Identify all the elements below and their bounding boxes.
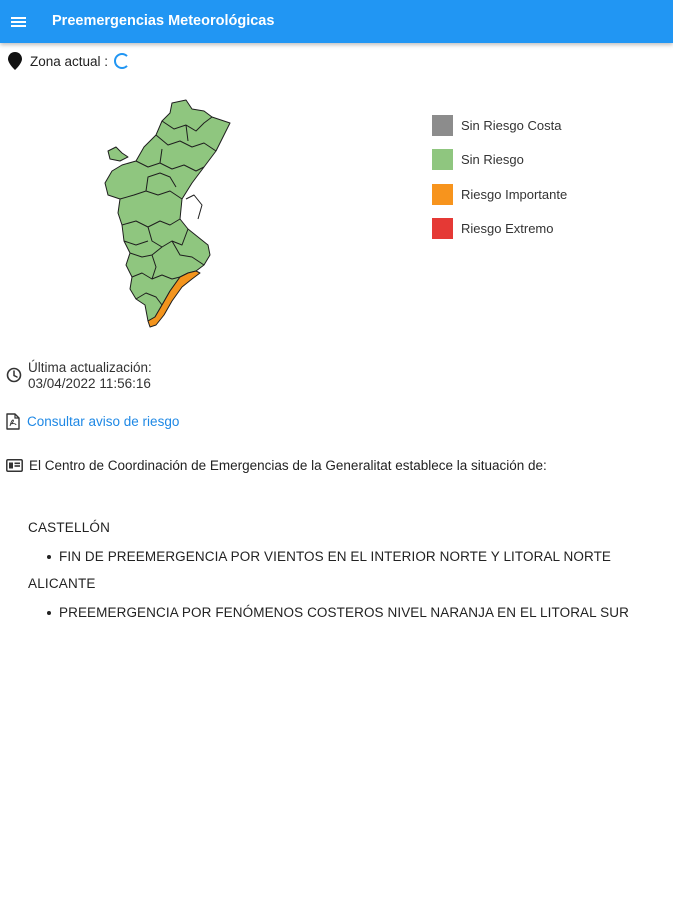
legend-label: Riesgo Importante [461, 186, 568, 202]
region-name-alicante: ALICANTE [28, 576, 96, 591]
intro-text: El Centro de Coordinación de Emergencias de la Generalitat establece la situación de: [29, 458, 547, 473]
legend-label: Sin Riesgo [461, 152, 524, 167]
last-update-label: Última actualización: [28, 360, 152, 375]
intro-row [6, 458, 547, 473]
consult-risk-notice-link[interactable]: Consultar aviso de riesgo [27, 414, 180, 429]
region-map[interactable] [100, 95, 240, 330]
app-bar [0, 0, 673, 43]
risk-notice-row [6, 413, 179, 430]
legend-item-riesgo-importante [432, 183, 567, 205]
last-update-row [6, 360, 152, 392]
legend-swatch [432, 149, 453, 170]
app-title: Preemergencias Meteorológicas [52, 13, 275, 29]
hamburger-menu-icon[interactable] [6, 9, 32, 35]
alert-list-alicante [28, 605, 658, 620]
loading-spinner-icon [114, 53, 130, 69]
pdf-document-icon [6, 413, 20, 430]
legend-item-riesgo-extremo [432, 218, 567, 240]
legend-swatch [432, 184, 453, 205]
legend-swatch [432, 218, 453, 239]
legend-item-sin-riesgo-costa [432, 114, 567, 136]
last-update-datetime: 03/04/2022 11:56:16 [28, 376, 151, 391]
region-name-castellon: CASTELLÓN [28, 520, 111, 535]
current-zone-row [8, 50, 130, 72]
alert-sections [28, 520, 658, 632]
legend-swatch [432, 115, 453, 136]
alert-list-castellon [28, 549, 658, 564]
current-zone-label: Zona actual : [30, 53, 109, 69]
list-item: FIN DE PREEMERGENCIA POR VIENTOS EN EL INTERIOR NORTE Y LITORAL NORTE [28, 549, 658, 564]
legend-label: Sin Riesgo Costa [461, 117, 562, 133]
list-item: PREEMERGENCIA POR FENÓMENOS COSTEROS NIVEL NARANJA EN EL LITORAL SUR [28, 605, 658, 620]
risk-legend [432, 114, 567, 252]
location-pin-icon [8, 52, 22, 70]
legend-item-sin-riesgo [432, 149, 567, 171]
card-icon [6, 459, 23, 472]
legend-label: Riesgo Extremo [461, 221, 554, 236]
clock-icon [6, 367, 22, 383]
